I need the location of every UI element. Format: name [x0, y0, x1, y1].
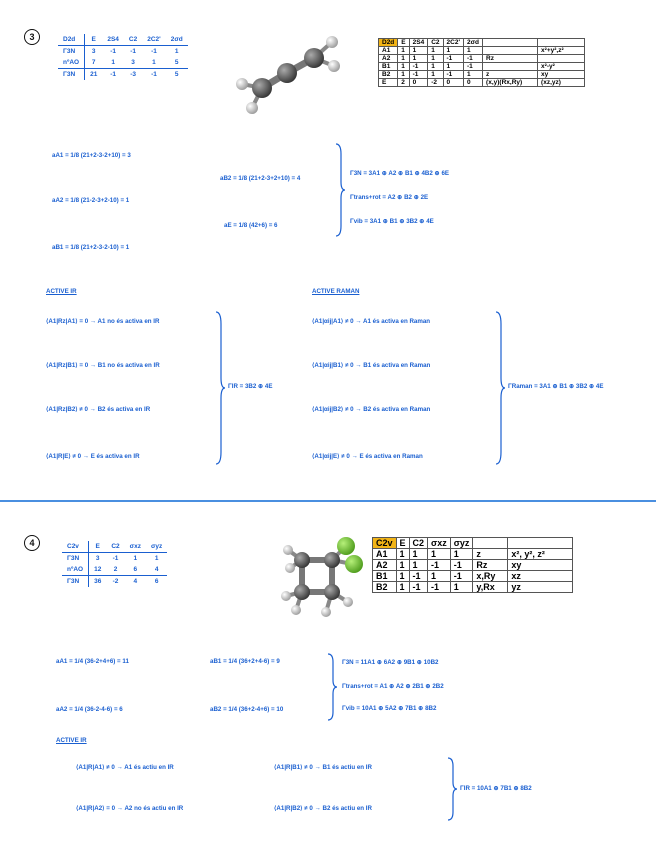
reduction-a-b1: aB1 = 1/8 (21+2-3-2-10) = 1	[52, 244, 130, 251]
hw-cell: 7	[91, 59, 96, 66]
hw-cell: 2	[113, 566, 118, 573]
ct-cell: 1	[464, 71, 483, 79]
ct-cell: x²-y²	[538, 63, 585, 71]
ct-cell	[483, 39, 538, 47]
hw-cell: D2d	[58, 34, 85, 46]
ct-cell: 1	[428, 63, 443, 71]
ct-cell: E	[379, 79, 398, 87]
hw-cell: 12	[94, 566, 102, 573]
ct-cell: 1	[428, 549, 451, 560]
hw-cell: 1	[174, 48, 179, 55]
hw-cell: C2	[106, 541, 124, 553]
hw-cell: 5	[174, 59, 179, 66]
hw-cell: 36	[89, 576, 107, 588]
ct-cell: B2	[379, 71, 398, 79]
raman-line: ⟨A1|αij|B2⟩ ≠ 0 → B2 és activa en Raman	[312, 406, 431, 413]
ct-cell: E	[396, 538, 409, 549]
hw-cell: -3	[124, 69, 142, 81]
gamma-3n: Γ3N = 3A1 ⊕ A2 ⊕ B1 ⊕ 4B2 ⊕ 6E	[350, 170, 450, 177]
ct-cell: z	[483, 71, 538, 79]
ct-cell: 1	[409, 560, 428, 571]
ir-line: ⟨A1|R|B1⟩ ≠ 0 → B1 és actiu en IR	[274, 764, 372, 771]
ct-cell	[538, 55, 585, 63]
section-number: 4	[24, 535, 40, 551]
ct-cell: σyz	[450, 538, 473, 549]
gamma-trans-rot: Γtrans+rot = A2 ⊕ B2 ⊕ 2E	[350, 194, 429, 201]
ct-cell: -1	[428, 560, 451, 571]
ir-line: ⟨A1|R|A1⟩ ≠ 0 → A1 és actiu en IR	[76, 764, 174, 771]
hw-cell: Γ3N	[62, 576, 89, 588]
hw-cell: 2σd	[166, 34, 188, 46]
hw-cell: -1	[102, 69, 124, 81]
hw-cell: C2v	[62, 541, 89, 553]
ir-heading: ACTIVE IR	[56, 737, 87, 744]
ct-cell: Rz	[483, 55, 538, 63]
ct-cell: 1	[428, 47, 443, 55]
ir-result: ΓIR = 3B2 ⊕ 4E	[228, 383, 273, 390]
ct-cell: z	[473, 549, 508, 560]
hw-cell: C2	[124, 34, 142, 46]
ct-cell: 1	[428, 55, 443, 63]
ct-cell: σxz	[428, 538, 451, 549]
ct-cell: -1	[428, 582, 451, 593]
ct-cell: -1	[409, 71, 428, 79]
ct-cell: C2	[428, 39, 443, 47]
reduction-a-e: aE = 1/8 (42+6) = 6	[224, 222, 278, 229]
ct-cell: 1	[396, 560, 409, 571]
ct-cell: 1	[464, 47, 483, 55]
hw-cell: 6	[133, 566, 138, 573]
ct-cell: 0	[464, 79, 483, 87]
ct-cell: 1	[450, 549, 473, 560]
ir-result: ΓIR = 10A1 ⊕ 7B1 ⊕ 8B2	[460, 785, 532, 792]
brace	[214, 310, 226, 466]
ct-cell: (xz,yz)	[538, 79, 585, 87]
hw-cell: 21	[85, 69, 103, 81]
ct-cell: x²+y²,z²	[538, 47, 585, 55]
raman-line: ⟨A1|αij|A1⟩ ≠ 0 → A1 és activa en Raman	[312, 318, 431, 325]
ct-cell: xy	[508, 560, 573, 571]
ct-cell: y,Rx	[473, 582, 508, 593]
gamma-trans-rot: Γtrans+rot = A1 ⊕ A2 ⊕ 2B1 ⊕ 2B2	[342, 683, 444, 690]
ct-cell: C2v	[373, 538, 397, 549]
ct-cell: A2	[379, 55, 398, 63]
raman-result: ΓRaman = 3A1 ⊕ B1 ⊕ 3B2 ⊕ 4E	[508, 383, 604, 390]
brace	[326, 652, 338, 722]
hw-cell: 3	[131, 59, 135, 66]
hw-cell: σyz	[146, 541, 167, 553]
ct-cell: D2d	[379, 39, 398, 47]
section-number: 3	[24, 29, 40, 45]
ct-cell	[508, 538, 573, 549]
hw-cell: 1	[154, 555, 159, 562]
ct-cell: -1	[443, 55, 463, 63]
ir-line: ⟨A1|R|E⟩ ≠ 0 → E és activa en IR	[46, 453, 140, 460]
hw-cell: 4	[154, 566, 159, 573]
reduction-a-b2: aB2 = 1/4 (36+2-4+6) = 10	[210, 706, 284, 713]
raman-line: ⟨A1|αij|E⟩ ≠ 0 → E és activa en Raman	[312, 453, 423, 460]
ir-line: ⟨A1|Rz|B2⟩ ≠ 0 → B2 és activa en IR	[46, 406, 151, 413]
ct-cell: -1	[464, 63, 483, 71]
hw-cell: nºAO	[62, 564, 89, 576]
ir-line: ⟨A1|Rz|B1⟩ = 0 → B1 no és activa en IR	[46, 362, 160, 369]
hw-cell: 2S4	[102, 34, 124, 46]
gamma-vib: Γvib = 3A1 ⊕ B1 ⊕ 3B2 ⊕ 4E	[350, 218, 434, 225]
ct-cell: -1	[450, 560, 473, 571]
raman-heading: ACTIVE RAMAN	[312, 288, 360, 295]
ct-cell: 1	[396, 571, 409, 582]
ct-cell: A1	[379, 47, 398, 55]
ct-cell: xz	[508, 571, 573, 582]
hw-cell: 1	[111, 59, 115, 66]
ct-cell: yz	[508, 582, 573, 593]
brace	[334, 142, 346, 238]
hw-cell: σxz	[125, 541, 146, 553]
ct-cell: B1	[379, 63, 398, 71]
ct-cell: 1	[398, 47, 409, 55]
reduction-a-b1: aB1 = 1/4 (36+2+4-6) = 9	[210, 658, 280, 665]
handwritten-table	[62, 541, 167, 587]
ct-cell: C2	[409, 538, 428, 549]
ct-cell: 1	[396, 549, 409, 560]
ct-cell: 2C2'	[443, 39, 463, 47]
ct-cell	[483, 47, 538, 55]
ct-cell: -1	[409, 571, 428, 582]
ct-cell: A1	[373, 549, 397, 560]
ct-cell: x², y², z²	[508, 549, 573, 560]
ct-cell: 1	[398, 55, 409, 63]
ct-cell: Rz	[473, 560, 508, 571]
ct-cell: -1	[409, 63, 428, 71]
hw-cell: nºAO	[58, 57, 85, 69]
ct-cell: 2S4	[409, 39, 428, 47]
ct-cell: x,Ry	[473, 571, 508, 582]
brace	[494, 310, 506, 466]
ct-cell: 0	[409, 79, 428, 87]
ct-cell: B1	[373, 571, 397, 582]
character-table	[372, 537, 573, 593]
ct-cell: 1	[450, 582, 473, 593]
allene-molecule-image	[222, 28, 352, 118]
ct-cell: 1	[428, 571, 451, 582]
hw-cell: -1	[130, 48, 136, 55]
hw-cell: Γ3N	[62, 553, 89, 565]
brace	[446, 756, 458, 822]
hw-cell: -2	[106, 576, 124, 588]
hw-cell: -1	[142, 69, 165, 81]
hw-cell: -1	[112, 555, 119, 562]
ct-cell: 1	[443, 47, 463, 55]
ct-cell: xy	[538, 71, 585, 79]
ct-cell: 1	[428, 71, 443, 79]
ir-line: ⟨A1|R|A2⟩ = 0 → A2 no és actiu en IR	[76, 805, 184, 812]
ct-cell: 1	[396, 582, 409, 593]
hw-cell: 4	[125, 576, 146, 588]
ct-cell: E	[398, 39, 409, 47]
handwritten-table	[58, 34, 188, 80]
ct-cell	[483, 63, 538, 71]
hw-cell: Γ3N	[58, 46, 85, 58]
ct-cell: A2	[373, 560, 397, 571]
ct-cell: (x,y)(Rx,Ry)	[483, 79, 538, 87]
ir-heading: ACTIVE IR	[46, 288, 77, 295]
hw-cell: 2C2'	[142, 34, 165, 46]
raman-line: ⟨A1|αij|B1⟩ ≠ 0 → B1 és activa en Raman	[312, 362, 431, 369]
hw-cell: E	[85, 34, 103, 46]
hw-cell: E	[89, 541, 107, 553]
ct-cell	[473, 538, 508, 549]
gamma-vib: Γvib = 10A1 ⊕ 5A2 ⊕ 7B1 ⊕ 8B2	[342, 705, 437, 712]
ct-cell: 2	[398, 79, 409, 87]
ct-cell: 2σd	[464, 39, 483, 47]
ir-line: ⟨A1|R|B2⟩ ≠ 0 → B2 és actiu en IR	[274, 805, 372, 812]
hw-cell: 5	[166, 69, 188, 81]
ct-cell: -1	[409, 582, 428, 593]
hw-cell: -1	[151, 48, 157, 55]
hw-cell: 3	[91, 48, 96, 55]
reduction-a-a1: aA1 = 1/8 (21+2-3-2+10) = 3	[52, 152, 131, 159]
ct-cell: 1	[398, 63, 409, 71]
hw-cell: 1	[133, 555, 138, 562]
ct-cell: -1	[443, 71, 463, 79]
reduction-a-b2: aB2 = 1/8 (21+2-3+2+10) = 4	[220, 175, 301, 182]
reduction-a-a1: aA1 = 1/4 (36-2+4+6) = 11	[56, 658, 129, 665]
reduction-a-a2: aA2 = 1/4 (36-2-4-6) = 6	[56, 706, 123, 713]
ct-cell: 1	[443, 63, 463, 71]
character-table	[378, 38, 585, 87]
section-divider	[0, 500, 656, 502]
ir-line: ⟨A1|Rz|A1⟩ = 0 → A1 no és activa en IR	[46, 318, 160, 325]
difluorocyclobutane-molecule-image	[262, 530, 372, 630]
ct-cell: 1	[409, 47, 428, 55]
ct-cell: -2	[428, 79, 443, 87]
ct-cell: 1	[409, 549, 428, 560]
reduction-a-a2: aA2 = 1/8 (21-2-3+2-10) = 1	[52, 197, 130, 204]
hw-cell: 6	[146, 576, 167, 588]
ct-cell: B2	[373, 582, 397, 593]
ct-cell	[538, 39, 585, 47]
hw-cell: 3	[95, 555, 100, 562]
hw-cell: Γ3N	[58, 69, 85, 81]
ct-cell: 1	[398, 71, 409, 79]
hw-cell: -1	[110, 48, 117, 55]
ct-cell: 0	[443, 79, 463, 87]
ct-cell: 1	[409, 55, 428, 63]
gamma-3n: Γ3N = 11A1 ⊕ 6A2 ⊕ 9B1 ⊕ 10B2	[342, 659, 439, 666]
hw-cell: 1	[152, 59, 156, 66]
ct-cell: -1	[450, 571, 473, 582]
ct-cell: -1	[464, 55, 483, 63]
